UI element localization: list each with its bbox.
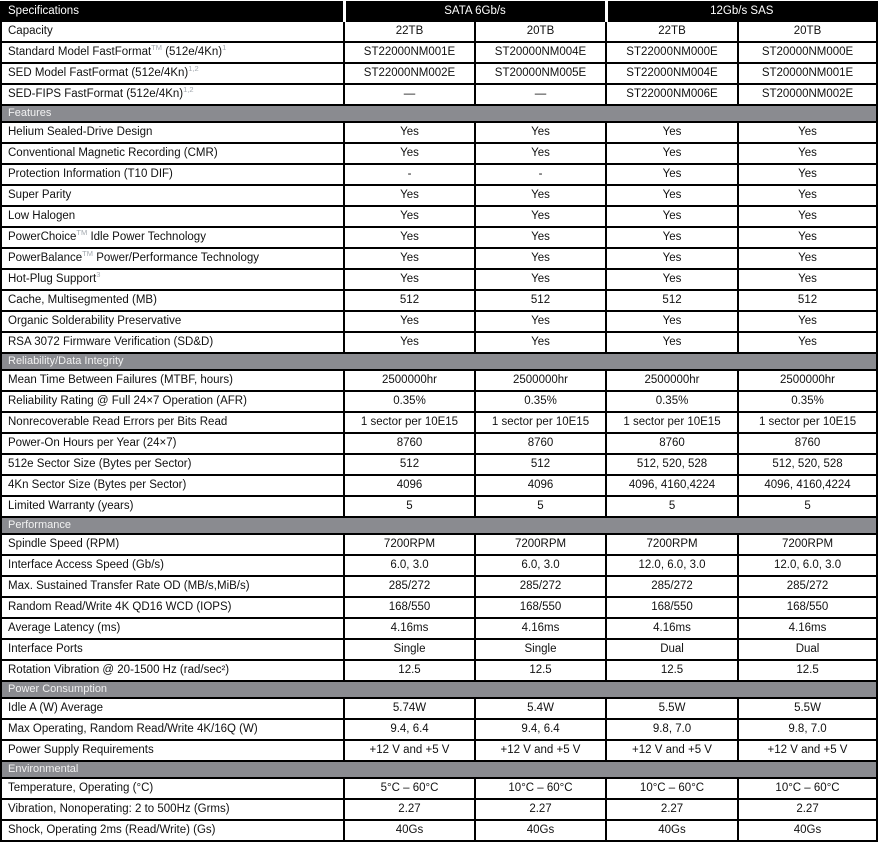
table-row xyxy=(1,63,877,84)
section-header: Power Consumption xyxy=(1,681,877,698)
spec-value: - xyxy=(344,164,475,185)
table-row xyxy=(1,639,877,660)
spec-value: 7200RPM xyxy=(738,534,877,555)
spec-value: +12 V and +5 V xyxy=(344,740,475,761)
spec-value: 2500000hr xyxy=(606,370,738,391)
spec-value: 8760 xyxy=(738,433,877,454)
spec-value: 512 xyxy=(344,290,475,311)
spec-value: 2500000hr xyxy=(475,370,606,391)
spec-value: 40Gs xyxy=(606,820,738,841)
section-header: Performance xyxy=(1,517,877,534)
section-row xyxy=(1,517,877,534)
spec-label: Rotation Vibration @ 20-1500 Hz (rad/sec²) xyxy=(1,660,344,681)
spec-value: Yes xyxy=(738,269,877,290)
spec-value: 2.27 xyxy=(606,799,738,820)
spec-label: SED-FIPS FastFormat $(512e/4Kn)^{1,2}$ xyxy=(1,84,344,105)
table-row xyxy=(1,597,877,618)
spec-value: 0.35% xyxy=(344,391,475,412)
spec-label: 4Kn Sector Size (Bytes per Sector) xyxy=(1,475,344,496)
spec-value: 12.5 xyxy=(738,660,877,681)
spec-value: - xyxy=(475,164,606,185)
spec-value: +12 V and +5 V xyxy=(738,740,877,761)
spec-value: 8760 xyxy=(475,433,606,454)
spec-value: Yes xyxy=(606,269,738,290)
spec-label: Protection Information (T10 DIF) xyxy=(1,164,344,185)
spec-value: Yes xyxy=(475,269,606,290)
spec-value: Yes xyxy=(738,122,877,143)
spec-table xyxy=(0,1,878,842)
spec-label: Low Halogen xyxy=(1,206,344,227)
table-row xyxy=(1,206,877,227)
spec-value: 4.16ms xyxy=(344,618,475,639)
spec-label: RSA 3072 Firmware Verification (SD&D) xyxy=(1,332,344,353)
table-row xyxy=(1,269,877,290)
spec-value: 512 xyxy=(475,290,606,311)
spec-value: 4.16ms xyxy=(738,618,877,639)
spec-value: 2.27 xyxy=(344,799,475,820)
spec-value: 5.5W xyxy=(606,698,738,719)
spec-value: 4096 xyxy=(344,475,475,496)
spec-label: Vibration, Nonoperating: 2 to 500Hz (Grms) xyxy=(1,799,344,820)
spec-value: ST22000NM000E xyxy=(606,42,738,63)
spec-value: 8760 xyxy=(344,433,475,454)
spec-value: Yes xyxy=(606,122,738,143)
section-row xyxy=(1,353,877,370)
spec-value: 5.4W xyxy=(475,698,606,719)
table-row xyxy=(1,778,877,799)
spec-value: ST22000NM006E xyxy=(606,84,738,105)
spec-value: 512 xyxy=(738,290,877,311)
spec-value: Yes xyxy=(475,185,606,206)
spec-value: 22TB xyxy=(606,21,738,42)
spec-value: ST20000NM005E xyxy=(475,63,606,84)
spec-value: 40Gs xyxy=(738,820,877,841)
table-row xyxy=(1,719,877,740)
spec-label: PowerChoice™ Idle Power Technology xyxy=(1,227,344,248)
table-row xyxy=(1,164,877,185)
table-row xyxy=(1,248,877,269)
spec-label: Cache, Multisegmented (MB) xyxy=(1,290,344,311)
table-row xyxy=(1,391,877,412)
spec-value: Yes xyxy=(475,227,606,248)
spec-value: +12 V and +5 V xyxy=(475,740,606,761)
spec-value: 512, 520, 528 xyxy=(738,454,877,475)
spec-value: Single xyxy=(344,639,475,660)
spec-value: Yes xyxy=(606,227,738,248)
table-row xyxy=(1,412,877,433)
section-header: Environmental xyxy=(1,761,877,778)
footnote-superscript: TM xyxy=(76,228,88,238)
spec-value: 7200RPM xyxy=(606,534,738,555)
table-row xyxy=(1,21,877,42)
spec-label: Interface Access Speed (Gb/s) xyxy=(1,555,344,576)
spec-value: 9.4, 6.4 xyxy=(475,719,606,740)
spec-value: 6.0, 3.0 xyxy=(475,555,606,576)
spec-value: ST22000NM002E xyxy=(344,63,475,84)
spec-value: 20TB xyxy=(738,21,877,42)
section-row xyxy=(1,761,877,778)
spec-value: Yes xyxy=(606,143,738,164)
spec-value: Yes xyxy=(606,332,738,353)
spec-value: 5.5W xyxy=(738,698,877,719)
spec-value: 12.0, 6.0, 3.0 xyxy=(738,555,877,576)
footnote-superscript: TM xyxy=(82,249,93,259)
table-row xyxy=(1,454,877,475)
column-group-sas: 12Gb/s SAS xyxy=(606,2,877,21)
spec-value: Yes xyxy=(344,227,475,248)
spec-value: Dual xyxy=(738,639,877,660)
spec-value: Yes xyxy=(475,248,606,269)
spec-value: 0.35% xyxy=(475,391,606,412)
table-row xyxy=(1,332,877,353)
spec-value: Yes xyxy=(606,164,738,185)
spec-value: — xyxy=(475,84,606,105)
table-row xyxy=(1,370,877,391)
spec-value: ST20000NM000E xyxy=(738,42,877,63)
spec-value: Yes xyxy=(475,143,606,164)
spec-value: 4096, 4160,4224 xyxy=(738,475,877,496)
spec-label: Power Supply Requirements xyxy=(1,740,344,761)
spec-label: Average Latency (ms) xyxy=(1,618,344,639)
spec-value: 0.35% xyxy=(606,391,738,412)
spec-value: ST22000NM001E xyxy=(344,42,475,63)
spec-label: SED Model FastFormat $(512e/4Kn)^{1,2}$ xyxy=(1,63,344,84)
spec-value: Yes xyxy=(738,311,877,332)
spec-label: Random Read/Write 4K QD16 WCD (IOPS) xyxy=(1,597,344,618)
spec-value: 4.16ms xyxy=(606,618,738,639)
spec-sheet xyxy=(0,1,880,836)
spec-value: 168/550 xyxy=(475,597,606,618)
spec-value: 1 sector per 10E15 xyxy=(475,412,606,433)
spec-value: Yes xyxy=(738,332,877,353)
spec-value: — xyxy=(344,84,475,105)
spec-label: Mean Time Between Failures (MTBF, hours) xyxy=(1,370,344,391)
spec-value: 5 xyxy=(606,496,738,517)
footnote-superscript: TM xyxy=(151,43,163,53)
spec-value: 168/550 xyxy=(738,597,877,618)
spec-value: 5 xyxy=(475,496,606,517)
table-row xyxy=(1,311,877,332)
spec-label: Power-On Hours per Year (24×7) xyxy=(1,433,344,454)
spec-value: Yes xyxy=(344,332,475,353)
spec-value: 10°C – 60°C xyxy=(475,778,606,799)
spec-label: Helium Sealed-Drive Design xyxy=(1,122,344,143)
spec-value: 4.16ms xyxy=(475,618,606,639)
spec-value: 40Gs xyxy=(475,820,606,841)
table-row xyxy=(1,143,877,164)
section-row xyxy=(1,105,877,122)
spec-value: 7200RPM xyxy=(475,534,606,555)
spec-value: ST20000NM002E xyxy=(738,84,877,105)
spec-value: 12.0, 6.0, 3.0 xyxy=(606,555,738,576)
spec-value: Yes xyxy=(344,206,475,227)
spec-value: Yes xyxy=(475,311,606,332)
spec-value: 5 xyxy=(738,496,877,517)
spec-value: 168/550 xyxy=(606,597,738,618)
table-row xyxy=(1,42,877,63)
specifications-header: Specifications xyxy=(1,2,344,21)
column-group-sata: SATA 6Gb/s xyxy=(344,2,606,21)
spec-value: 2.27 xyxy=(738,799,877,820)
spec-label: Max. Sustained Transfer Rate OD (MB/s,MiB/s) xyxy=(1,576,344,597)
spec-value: Yes xyxy=(738,248,877,269)
spec-value: 4096, 4160,4224 xyxy=(606,475,738,496)
spec-value: 285/272 xyxy=(606,576,738,597)
spec-label: Temperature, Operating (°C) xyxy=(1,778,344,799)
table-header-row xyxy=(1,2,877,21)
section-row xyxy=(1,681,877,698)
table-row xyxy=(1,496,877,517)
spec-label: Limited Warranty (years) xyxy=(1,496,344,517)
spec-value: 1 sector per 10E15 xyxy=(738,412,877,433)
section-header: Reliability/Data Integrity xyxy=(1,353,877,370)
table-row xyxy=(1,84,877,105)
table-row xyxy=(1,122,877,143)
spec-label: Shock, Operating 2ms (Read/Write) (Gs) xyxy=(1,820,344,841)
spec-label: 512e Sector Size (Bytes per Sector) xyxy=(1,454,344,475)
spec-value: 9.8, 7.0 xyxy=(606,719,738,740)
spec-value: 285/272 xyxy=(475,576,606,597)
spec-label: Idle A (W) Average xyxy=(1,698,344,719)
spec-value: Yes xyxy=(606,185,738,206)
spec-label: Super Parity xyxy=(1,185,344,206)
spec-value: Yes xyxy=(738,185,877,206)
spec-value: 512 xyxy=(606,290,738,311)
spec-value: Yes xyxy=(475,332,606,353)
spec-value: 7200RPM xyxy=(344,534,475,555)
table-row xyxy=(1,555,877,576)
spec-value: Yes xyxy=(475,122,606,143)
spec-value: +12 V and +5 V xyxy=(606,740,738,761)
footnote-superscript: 1 xyxy=(222,43,227,53)
spec-value: 168/550 xyxy=(344,597,475,618)
spec-value: 1 sector per 10E15 xyxy=(606,412,738,433)
spec-value: ST20000NM001E xyxy=(738,63,877,84)
table-row xyxy=(1,820,877,841)
spec-value: 12.5 xyxy=(344,660,475,681)
spec-value: Yes xyxy=(738,164,877,185)
spec-value: 8760 xyxy=(606,433,738,454)
spec-value: 5.74W xyxy=(344,698,475,719)
spec-label: Nonrecoverable Read Errors per Bits Read xyxy=(1,412,344,433)
spec-table-body xyxy=(1,21,877,841)
spec-value: Yes xyxy=(475,206,606,227)
table-row xyxy=(1,227,877,248)
spec-label: Organic Solderability Preservative xyxy=(1,311,344,332)
spec-label: Conventional Magnetic Recording (CMR) xyxy=(1,143,344,164)
spec-value: Yes xyxy=(344,143,475,164)
footnote-superscript: 3 xyxy=(96,270,101,280)
table-row xyxy=(1,660,877,681)
footnote-superscript: 1,2 xyxy=(188,64,199,74)
table-row xyxy=(1,698,877,719)
spec-value: Single xyxy=(475,639,606,660)
spec-value: 2.27 xyxy=(475,799,606,820)
spec-value: Yes xyxy=(606,248,738,269)
table-row xyxy=(1,433,877,454)
spec-value: Yes xyxy=(606,206,738,227)
spec-value: 20TB xyxy=(475,21,606,42)
spec-value: Yes xyxy=(606,311,738,332)
footnote-superscript: 1,2 xyxy=(183,85,194,95)
spec-label: Spindle Speed (RPM) xyxy=(1,534,344,555)
spec-value: 9.4, 6.4 xyxy=(344,719,475,740)
spec-value: 22TB xyxy=(344,21,475,42)
spec-value: 512 xyxy=(344,454,475,475)
spec-value: 285/272 xyxy=(738,576,877,597)
spec-value: 5°C – 60°C xyxy=(344,778,475,799)
spec-value: 6.0, 3.0 xyxy=(344,555,475,576)
spec-value: 10°C – 60°C xyxy=(738,778,877,799)
spec-value: 512, 520, 528 xyxy=(606,454,738,475)
spec-value: Yes xyxy=(738,143,877,164)
spec-value: 9.8, 7.0 xyxy=(738,719,877,740)
spec-value: 512 xyxy=(475,454,606,475)
spec-label: Capacity xyxy=(1,21,344,42)
spec-value: Yes xyxy=(738,227,877,248)
spec-value: 12.5 xyxy=(606,660,738,681)
table-row xyxy=(1,799,877,820)
spec-label: Standard Model FastFormat™ $(512e/4Kn)^1$ xyxy=(1,42,344,63)
spec-value: 1 sector per 10E15 xyxy=(344,412,475,433)
spec-value: Yes xyxy=(344,248,475,269)
spec-value: ST22000NM004E xyxy=(606,63,738,84)
spec-value: Yes xyxy=(344,185,475,206)
spec-value: 40Gs xyxy=(344,820,475,841)
table-row xyxy=(1,618,877,639)
spec-value: 2500000hr xyxy=(738,370,877,391)
spec-label: Max Operating, Random Read/Write 4K/16Q (W) xyxy=(1,719,344,740)
table-row xyxy=(1,740,877,761)
spec-value: Yes xyxy=(344,311,475,332)
table-row xyxy=(1,576,877,597)
section-header: Features xyxy=(1,105,877,122)
spec-value: Dual xyxy=(606,639,738,660)
table-row xyxy=(1,290,877,311)
table-row xyxy=(1,534,877,555)
spec-label: Hot-Plug Support$^3$ xyxy=(1,269,344,290)
spec-label: Interface Ports xyxy=(1,639,344,660)
spec-value: 12.5 xyxy=(475,660,606,681)
spec-value: ST20000NM004E xyxy=(475,42,606,63)
spec-value: 0.35% xyxy=(738,391,877,412)
spec-value: Yes xyxy=(344,269,475,290)
spec-value: 10°C – 60°C xyxy=(606,778,738,799)
spec-value: 4096 xyxy=(475,475,606,496)
spec-value: Yes xyxy=(344,122,475,143)
table-row xyxy=(1,475,877,496)
spec-value: Yes xyxy=(738,206,877,227)
spec-label: PowerBalance™ Power/Performance Technology xyxy=(1,248,344,269)
table-row xyxy=(1,185,877,206)
spec-value: 285/272 xyxy=(344,576,475,597)
spec-value: 5 xyxy=(344,496,475,517)
spec-value: 2500000hr xyxy=(344,370,475,391)
spec-label: Reliability Rating @ Full 24×7 Operation (AFR) xyxy=(1,391,344,412)
